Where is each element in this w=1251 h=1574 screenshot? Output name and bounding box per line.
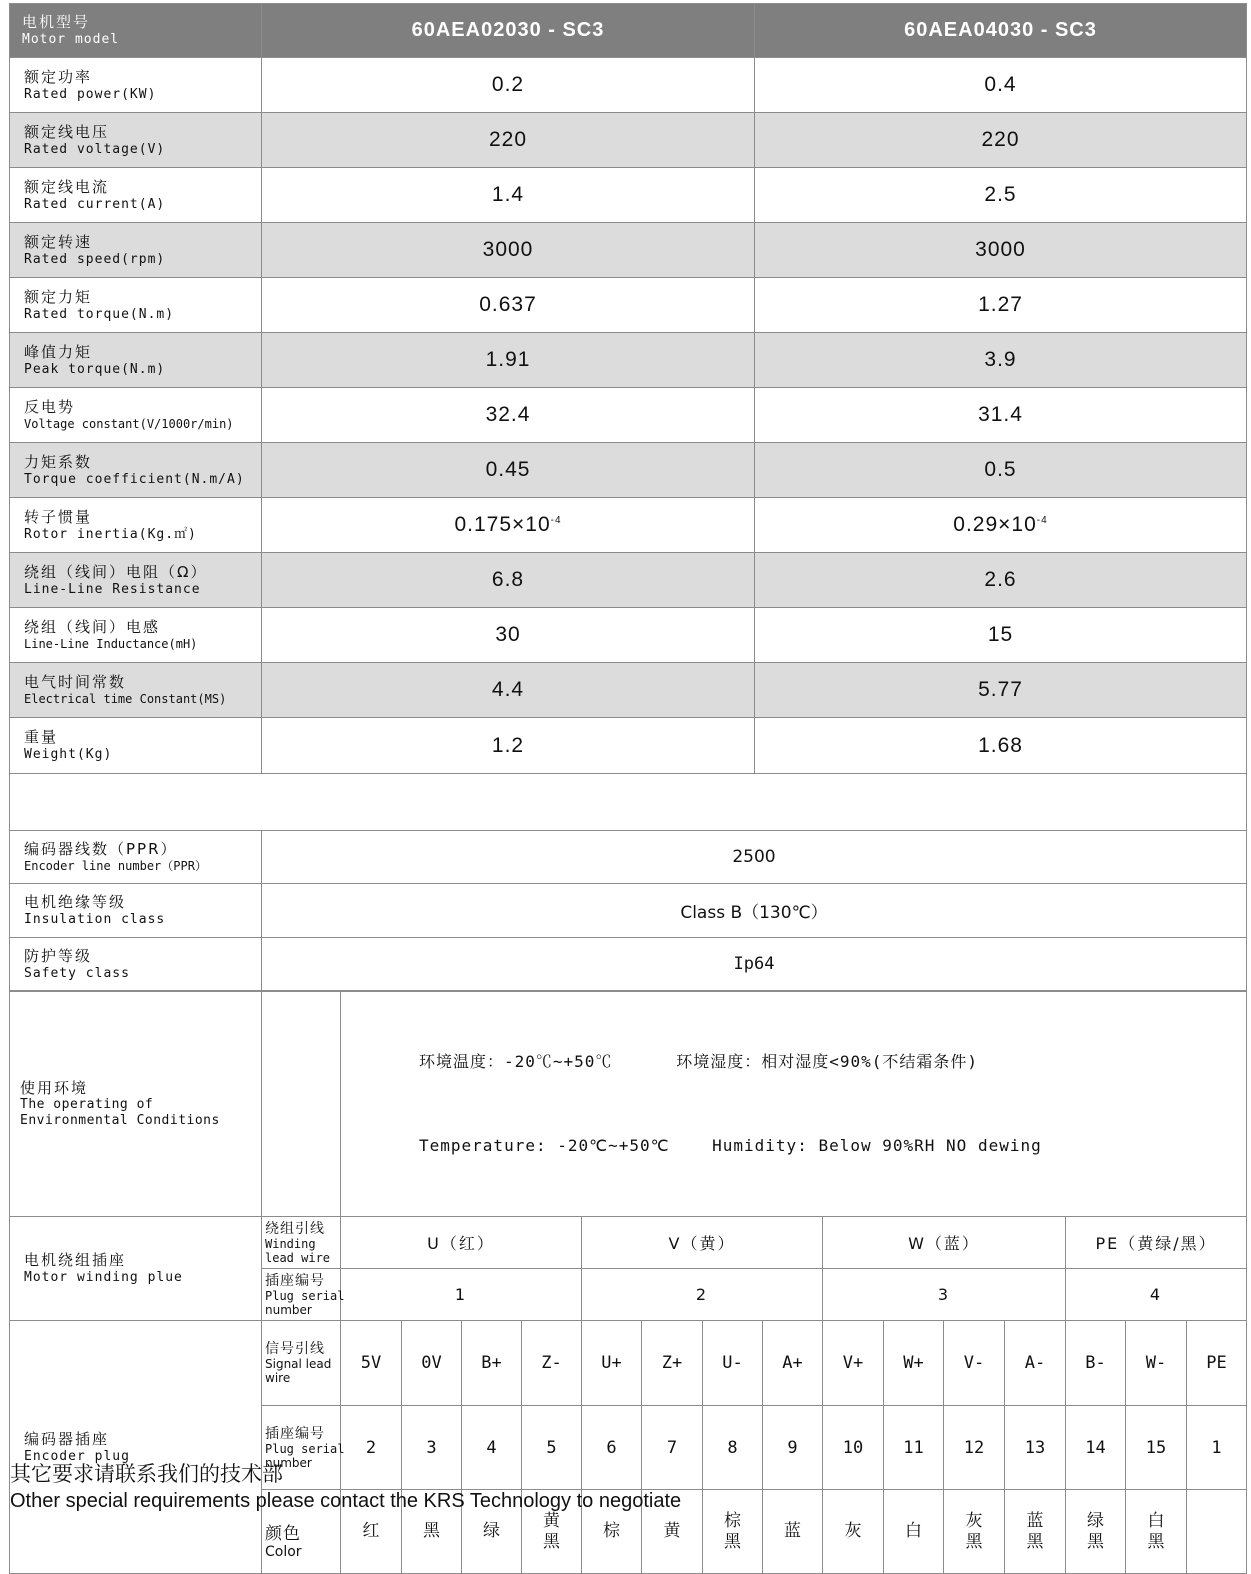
winding-lead-label-en-2: lead wire — [265, 1250, 331, 1265]
color-char: 棕 — [724, 1510, 741, 1531]
spec-value-text: 2.5 — [984, 183, 1017, 206]
winding-plug-3: 3 — [823, 1269, 1066, 1321]
insulation-value: Class B（130℃） — [262, 884, 1247, 938]
spec-rows — [10, 58, 1247, 774]
pin-cell: 8 — [703, 1406, 763, 1490]
spec-value-text: 0.175×10 — [454, 513, 551, 536]
color-cell — [1187, 1490, 1247, 1574]
spec-value-text: 0.637 — [479, 293, 537, 316]
winding-lead-row — [10, 1217, 1247, 1269]
pin-cell: 1 — [1187, 1406, 1247, 1490]
winding-plug-label-en-2: number — [265, 1302, 312, 1317]
spec-value-text: 1.27 — [978, 293, 1023, 316]
signal-cell: W- — [1126, 1321, 1187, 1406]
encoder-line-value: 2500 — [262, 831, 1247, 884]
encoder-signal-row — [10, 1321, 1247, 1406]
spec-label-en: Rated speed(rpm) — [24, 251, 166, 267]
environment-label-en-2: Environmental Conditions — [20, 1113, 220, 1128]
spec-label-zh: 绕组（线间）电阻（Ω） — [24, 562, 208, 581]
spec-value-model-2 — [755, 278, 1247, 333]
insulation-label-zh: 电机绝缘等级 — [24, 893, 127, 911]
model-2: 60AEA04030 - SC3 — [755, 4, 1247, 58]
pin-cell: 14 — [1066, 1406, 1126, 1490]
spec-label-zh: 额定转速 — [24, 232, 93, 251]
color-cell — [884, 1490, 944, 1574]
spec-value-text: 0.4 — [984, 73, 1017, 96]
winding-plug-label-zh: 插座编号 — [265, 1272, 325, 1289]
spec-value-text: 3.9 — [984, 348, 1017, 371]
spec-value-text: 15 — [987, 623, 1014, 646]
spec-value-model-2 — [755, 718, 1247, 774]
color-char: 棕 — [603, 1521, 620, 1541]
winding-plug-2: 2 — [582, 1269, 823, 1321]
exponent: -4 — [1036, 515, 1048, 526]
spec-value-model-2 — [755, 443, 1247, 498]
winding-plug-4: 4 — [1066, 1269, 1247, 1321]
spec-row — [10, 223, 1247, 278]
color-char: 黄 — [543, 1510, 560, 1531]
spec-label-en: Rated current(A) — [24, 196, 166, 212]
safety-row — [10, 938, 1247, 991]
color-char: 绿 — [483, 1521, 500, 1541]
spec-label-zh: 额定线电压 — [24, 122, 110, 141]
insulation-label-en: Insulation class — [24, 912, 166, 927]
spec-label-zh: 绕组（线间）电感 — [24, 617, 161, 636]
spec-row — [10, 168, 1247, 223]
color-label-en: Color — [265, 1543, 302, 1560]
spec-label-en: Torque coefficient(N.m/A) — [24, 471, 245, 487]
spec-value-model-2 — [755, 553, 1247, 608]
signal-label-zh: 信号引线 — [265, 1341, 325, 1357]
signal-cell: A- — [1005, 1321, 1066, 1406]
environment-line-1: 环境温度：-20℃~+50℃ 环境湿度：相对湿度<90%(不结霜条件) — [419, 1052, 979, 1071]
spec-row — [10, 113, 1247, 168]
spec-row — [10, 498, 1247, 553]
model-1: 60AEA02030 - SC3 — [262, 4, 755, 58]
spec-label-en: Rated voltage(V) — [24, 141, 166, 157]
spec-label-en: Weight(Kg) — [24, 747, 113, 762]
spec-value-model-1 — [262, 223, 755, 278]
color-label-zh: 颜色 — [265, 1523, 301, 1544]
winding-lead-pe: PE（黄绿/黑） — [1066, 1217, 1247, 1269]
color-char: 绿 — [1087, 1510, 1104, 1531]
signal-cell: 5V — [341, 1321, 402, 1406]
spec-label-en: Line-Line Resistance — [24, 581, 201, 597]
spec-value-model-2 — [755, 333, 1247, 388]
color-char: 黑 — [1147, 1531, 1165, 1552]
safety-value: Ip64 — [262, 938, 1247, 991]
spec-value-model-1 — [262, 718, 755, 774]
header-label-zh: 电机型号 — [22, 13, 91, 31]
signal-cell: W+ — [884, 1321, 944, 1406]
encoder-line-row — [10, 831, 1247, 884]
spec-value-text: 3000 — [482, 238, 534, 261]
color-cell — [1005, 1490, 1066, 1574]
spec-value-text: 0.45 — [485, 458, 531, 481]
winding-plug-label-en-1: Plug serial — [265, 1288, 345, 1303]
pin-cell: 15 — [1126, 1406, 1187, 1490]
winding-label-zh: 电机绕组插座 — [24, 1251, 127, 1269]
spec-value-model-1 — [262, 278, 755, 333]
winding-lead-u: U（红） — [341, 1217, 582, 1269]
spec-row — [10, 333, 1247, 388]
spec-label-zh: 额定功率 — [24, 67, 93, 86]
environment-row — [10, 992, 1247, 1217]
spec-label-zh: 电气时间常数 — [24, 672, 127, 691]
signal-cell: Z+ — [642, 1321, 703, 1406]
spec-value-model-1 — [262, 58, 755, 113]
spec-value-model-2 — [755, 388, 1247, 443]
winding-plug-1: 1 — [341, 1269, 582, 1321]
pin-cell: 13 — [1005, 1406, 1066, 1490]
pin-label-en-1: Plug serial — [265, 1441, 345, 1456]
encoder-plug-label-en: Encoder plug — [24, 1448, 130, 1464]
signal-cell: PE — [1187, 1321, 1247, 1406]
spec-value-model-1 — [262, 663, 755, 718]
spec-row — [10, 443, 1247, 498]
spec-value-text: 0.2 — [491, 73, 525, 96]
winding-lead-v: V（黄） — [582, 1217, 823, 1269]
insulation-row — [10, 884, 1247, 938]
color-char: 灰 — [965, 1510, 983, 1531]
pin-cell: 9 — [763, 1406, 823, 1490]
spec-value-model-1 — [262, 553, 755, 608]
spec-value-text: 1.4 — [491, 183, 525, 206]
spec-value-model-2 — [755, 58, 1247, 113]
spec-row — [10, 58, 1247, 113]
signal-cell: V- — [944, 1321, 1005, 1406]
pin-cell: 2 — [341, 1406, 402, 1490]
encoder-plug-label-zh: 编码器插座 — [24, 1429, 110, 1448]
encoder-line-label-en: Encoder line number（PPR） — [24, 858, 207, 873]
spec-label-en: Rated power(KW) — [24, 86, 157, 102]
signal-cell: U+ — [582, 1321, 642, 1406]
environment-line-2: Temperature: -20℃~+50℃ Humidity: Below 90%RH NO dewing — [419, 1136, 1042, 1155]
signal-cell: Z- — [522, 1321, 582, 1406]
spec-value-text: 220 — [488, 128, 528, 151]
color-cell — [1066, 1490, 1126, 1574]
spec-table — [9, 3, 1247, 991]
spec-value-text: 4.4 — [491, 678, 525, 701]
safety-label-en: Safety class — [24, 965, 130, 981]
spec-row — [10, 388, 1247, 443]
encoder-line-label-zh: 编码器线数（PPR） — [24, 839, 178, 858]
spec-value-text: 0.29×10 — [953, 513, 1037, 536]
spec-label-en: Rated torque(N.m) — [24, 306, 175, 322]
pin-cell: 6 — [582, 1406, 642, 1490]
winding-label-en: Motor winding plue — [24, 1270, 183, 1285]
spec-value-text: 1.91 — [485, 348, 531, 371]
signal-label-en-2: wire — [265, 1371, 291, 1385]
footer-note-en: Other special requirements please contact the KRS Technology to negotiate — [10, 1490, 682, 1512]
color-char: 白 — [905, 1521, 922, 1541]
pin-cell: 7 — [642, 1406, 703, 1490]
spec-label-zh: 峰值力矩 — [24, 342, 93, 361]
pin-cell: 12 — [944, 1406, 1005, 1490]
winding-lead-w: W（蓝） — [823, 1217, 1066, 1269]
spec-row — [10, 718, 1247, 774]
color-char: 黑 — [965, 1531, 983, 1552]
spec-value-model-1 — [262, 608, 755, 663]
spec-value-text: 2.6 — [984, 568, 1017, 591]
spec-label-en: Electrical time Constant(MS) — [24, 691, 227, 706]
color-char: 蓝 — [1026, 1510, 1044, 1531]
color-char: 黑 — [1026, 1531, 1044, 1552]
color-char: 黄 — [663, 1521, 681, 1541]
spec-label-en: Peak torque(N.m) — [24, 361, 166, 377]
spec-row — [10, 553, 1247, 608]
spec-value-model-2 — [755, 223, 1247, 278]
signal-cell: U- — [703, 1321, 763, 1406]
spec-value-model-1 — [262, 333, 755, 388]
spec-value-model-1 — [262, 498, 755, 553]
spec-label-zh: 力矩系数 — [24, 452, 93, 471]
spec-row — [10, 663, 1247, 718]
color-char: 黑 — [724, 1531, 741, 1552]
spec-value-model-2 — [755, 663, 1247, 718]
color-cell — [703, 1490, 763, 1574]
header-row — [10, 4, 1247, 58]
signal-label-en-1: Signal lead — [265, 1357, 332, 1371]
spec-value-text: 6.8 — [491, 568, 525, 591]
pin-cell: 10 — [823, 1406, 884, 1490]
header-label-en: Motor model — [22, 32, 120, 47]
pin-label-zh: 插座编号 — [265, 1425, 325, 1442]
spec-row — [10, 278, 1247, 333]
spec-label-zh: 转子惯量 — [24, 507, 93, 526]
color-char: 黑 — [543, 1531, 560, 1552]
color-cell — [1126, 1490, 1187, 1574]
signal-cell: 0V — [402, 1321, 462, 1406]
footer-note-zh: 其它要求请联系我们的技术部 — [10, 1462, 283, 1486]
color-cell — [944, 1490, 1005, 1574]
spec-value-text: 32.4 — [485, 403, 531, 426]
color-char: 灰 — [844, 1521, 862, 1541]
spec-label-en: Voltage constant(V/1000r/min) — [24, 416, 234, 431]
signal-cell: V+ — [823, 1321, 884, 1406]
spec-value-model-2 — [755, 608, 1247, 663]
winding-lead-label-zh: 绕组引线 — [265, 1220, 325, 1237]
spec-value-model-2 — [755, 113, 1247, 168]
color-char: 黑 — [1087, 1531, 1104, 1552]
spec-value-model-1 — [262, 443, 755, 498]
pin-cell: 5 — [522, 1406, 582, 1490]
spec-row — [10, 608, 1247, 663]
spec-value-text: 31.4 — [978, 403, 1023, 426]
spec-label-zh: 反电势 — [24, 397, 76, 416]
spec-value-model-1 — [262, 168, 755, 223]
color-char: 红 — [362, 1521, 380, 1541]
exponent: -4 — [550, 515, 562, 526]
spec-value-model-2 — [755, 168, 1247, 223]
pin-label-en-2: number — [265, 1455, 312, 1470]
spec-value-text: 1.68 — [978, 733, 1023, 757]
spec-value-text: 30 — [495, 623, 521, 646]
spec-label-zh: 额定力矩 — [24, 287, 93, 306]
color-char: 白 — [1147, 1510, 1165, 1531]
signal-cell: B- — [1066, 1321, 1126, 1406]
spec-value-text: 0.5 — [984, 458, 1017, 481]
spec-label-en: Line-Line Inductance(mH) — [24, 636, 198, 651]
winding-lead-label-en-1: Winding — [265, 1236, 316, 1251]
spec-value-model-1 — [262, 113, 755, 168]
pin-cell: 4 — [462, 1406, 522, 1490]
spec-label-zh: 额定线电流 — [24, 177, 110, 196]
signal-cell: B+ — [462, 1321, 522, 1406]
environment-label-zh: 使用环境 — [20, 1079, 89, 1097]
color-cell — [823, 1490, 884, 1574]
spec-value-text: 220 — [981, 128, 1020, 151]
safety-label-zh: 防护等级 — [24, 946, 93, 965]
signal-cell: A+ — [763, 1321, 823, 1406]
spec-value-text: 1.2 — [491, 733, 525, 757]
color-char: 蓝 — [784, 1521, 801, 1541]
spec-value-model-2 — [755, 498, 1247, 553]
spacer-row — [10, 774, 1247, 831]
spec-label-en: Rotor inertia(Kg.㎡) — [24, 526, 197, 542]
environment-label-en-1: The operating of — [20, 1097, 154, 1112]
spec-value-model-1 — [262, 388, 755, 443]
pin-cell: 3 — [402, 1406, 462, 1490]
spec-label-zh: 重量 — [24, 728, 59, 746]
pin-cell: 11 — [884, 1406, 944, 1490]
spec-value-text: 3000 — [975, 238, 1026, 261]
color-cell — [763, 1490, 823, 1574]
spec-value-text: 5.77 — [978, 678, 1023, 701]
color-char: 黑 — [423, 1521, 440, 1541]
